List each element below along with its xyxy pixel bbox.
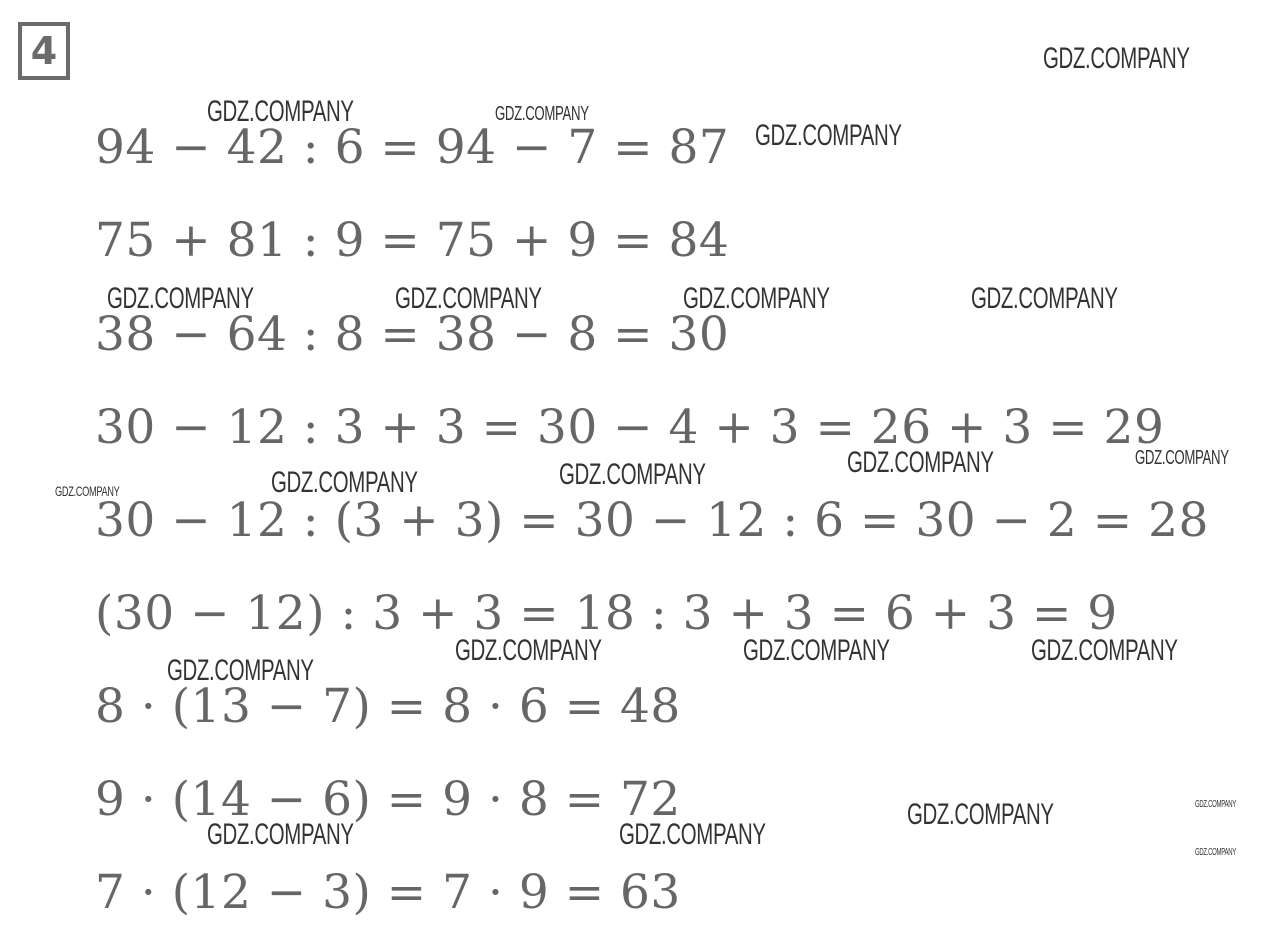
equation-6: (30 − 12) : 3 + 3 = 18 : 3 + 3 = 6 + 3 = 9 [95,586,1118,641]
equation-7: 8 · (13 − 7) = 8 · 6 = 48 [95,679,681,734]
equation-8: 9 · (14 − 6) = 9 · 8 = 72 [95,772,681,827]
watermark: GDZ.COMPANY [1043,42,1190,75]
watermark: GDZ.COMPANY [271,466,418,499]
watermark: GDZ.COMPANY [395,282,542,315]
watermark: GDZ.COMPANY [455,634,602,667]
watermark: GDZ.COMPANY [971,282,1118,315]
watermark: GDZ.COMPANY [1195,799,1236,810]
watermark: GDZ.COMPANY [495,103,589,125]
task-number-badge: 4 [18,22,70,80]
watermark: GDZ.COMPANY [1195,847,1236,858]
equation-5: 30 − 12 : (3 + 3) = 30 − 12 : 6 = 30 − 2 = 28 [95,493,1209,548]
watermark: GDZ.COMPANY [167,654,314,687]
watermark: GDZ.COMPANY [107,282,254,315]
equation-2: 75 + 81 : 9 = 75 + 9 = 84 [95,213,730,268]
watermark: GDZ.COMPANY [559,458,706,491]
watermark: GDZ.COMPANY [755,119,902,152]
watermark: GDZ.COMPANY [847,446,994,479]
watermark: GDZ.COMPANY [619,818,766,851]
watermark: GDZ.COMPANY [1135,447,1229,469]
equation-4: 30 − 12 : 3 + 3 = 30 − 4 + 3 = 26 + 3 = 29 [95,400,1165,455]
watermark: GDZ.COMPANY [1031,634,1178,667]
watermark: GDZ.COMPANY [683,282,830,315]
watermark: GDZ.COMPANY [743,634,890,667]
equation-9: 7 · (12 − 3) = 7 · 9 = 63 [95,865,681,920]
equation-1: 94 − 42 : 6 = 94 − 7 = 87 [95,120,730,175]
watermark: GDZ.COMPANY [207,818,354,851]
watermark: GDZ.COMPANY [907,798,1054,831]
watermark: GDZ.COMPANY [55,483,120,499]
watermark: GDZ.COMPANY [207,95,354,128]
equation-3: 38 − 64 : 8 = 38 − 8 = 30 [95,307,730,362]
